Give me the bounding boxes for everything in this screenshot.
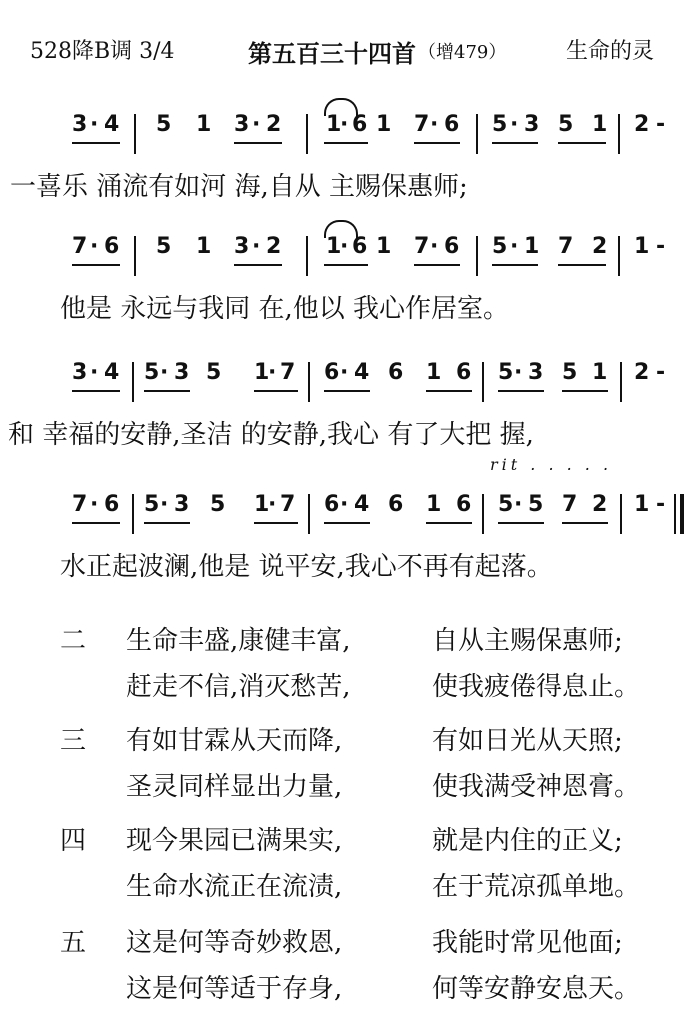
verse-line: 这是何等适于存身,	[126, 974, 343, 1004]
verse-line: 生命丰盛,康健丰富,	[126, 626, 351, 656]
notation-line: 3 · 4 5 1 3 · 2 1 · 6 1 7 · 6 5 · 3 5 1 2 -	[20, 112, 690, 172]
music-system-3	[8, 360, 690, 460]
ritardando-marking: rit . . . . .	[490, 455, 613, 474]
verse-number: 三	[60, 726, 87, 756]
verse-line: 生命水流正在流渍,	[126, 872, 343, 902]
hymn-topic: 生命的灵	[566, 39, 655, 64]
verse-line: 现今果园已满果实,	[126, 826, 343, 856]
notation-line: 3 · 4 5 · 3 5 1 · 7 6 · 4 6 1 6 5 · 3 5 1 2 -	[20, 360, 690, 420]
verse-line: 自从主赐保惠师;	[432, 626, 623, 656]
verse-number: 五	[60, 928, 87, 958]
verse-line: 就是内住的正义;	[432, 826, 623, 856]
verse-line: 这是何等奇妙救恩,	[126, 928, 343, 958]
music-system-1	[10, 112, 690, 212]
verse-line: 有如甘霖从天而降,	[126, 726, 343, 756]
supplement-number: （增479）	[418, 42, 507, 63]
verse-line: 赶走不信,消灭愁苦,	[126, 672, 351, 702]
lyrics-line: 和 幸福的安静,圣洁 的安静,我心 有了大把 握,	[8, 420, 534, 450]
notation-line: 7 · 6 5 · 3 5 1 · 7 6 · 4 6 1 6 5 · 5 7 2 1 -	[20, 492, 690, 552]
hymn-title: 第五百三十四首	[248, 39, 416, 68]
lyrics-line: 水正起波澜,他是 说平安,我心不再有起落。	[60, 552, 553, 582]
music-system-2	[20, 234, 690, 334]
lyrics-line: 一喜乐 涌流有如河 海,自从 主赐保惠师;	[10, 172, 468, 202]
verse-line: 圣灵同样显出力量,	[126, 772, 343, 802]
music-system-4	[20, 492, 690, 592]
verse-line: 何等安静安息天。	[432, 974, 641, 1004]
verse-line: 使我疲倦得息止。	[432, 672, 641, 702]
verse-number: 四	[60, 826, 87, 856]
notation-line: 7 · 6 5 1 3 · 2 1 · 6 1 7 · 6 5 · 1 7 2 1 -	[20, 234, 690, 294]
verse-line: 在于荒凉孤单地。	[432, 872, 641, 902]
lyrics-line: 他是 永远与我同 在,他以 我心作居室。	[60, 294, 510, 324]
verse-number: 二	[60, 626, 87, 656]
verse-line: 使我满受神恩膏。	[432, 772, 641, 802]
key-signature: 528降B调 3/4	[30, 39, 175, 64]
verse-line: 有如日光从天照;	[432, 726, 623, 756]
verse-line: 我能时常见他面;	[432, 928, 623, 958]
